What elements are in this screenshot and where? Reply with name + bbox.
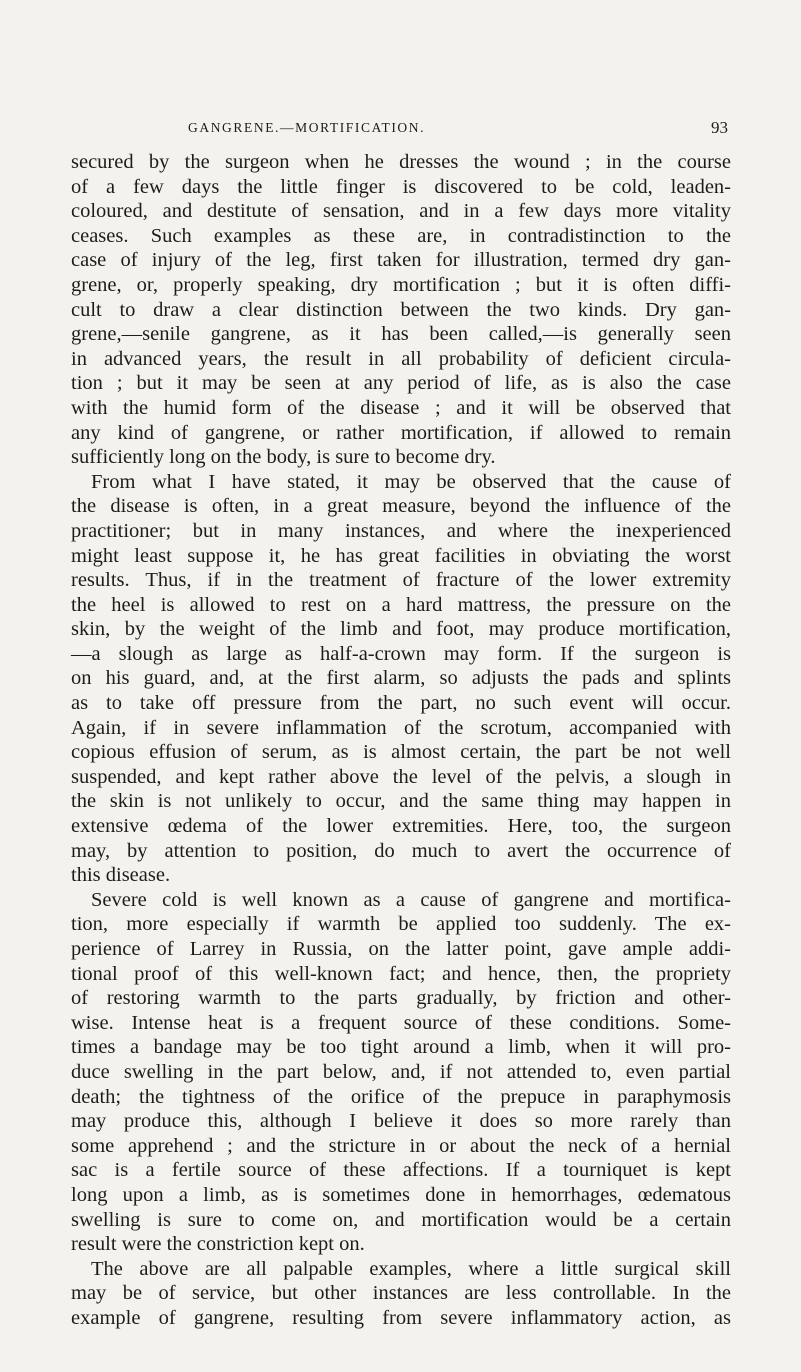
text-line: cult to draw a clear distinction between the two kinds. Dry gan- xyxy=(71,298,731,321)
text-line: the heel is allowed to rest on a hard mattress, the pressure on the xyxy=(71,593,731,616)
text-line: grene,—senile gangrene, as it has been called,—is generally seen xyxy=(71,323,731,346)
text-line: suspended, and kept rather above the level of the pelvis, a slough in xyxy=(71,765,731,788)
text-line: of a few days the little finger is discovered to be cold, leaden- xyxy=(71,175,731,198)
text-line: the disease is often, in a great measure, beyond the influence of the xyxy=(71,495,731,518)
text-line: grene, or, properly speaking, dry mortification ; but it is often diffi- xyxy=(71,273,731,296)
text-line: tion, more especially if warmth be applied too suddenly. The ex- xyxy=(71,913,731,936)
text-line: coloured, and destitute of sensation, and in a few days more vitality xyxy=(71,200,731,223)
text-line: practitioner; but in many instances, and where the inexperienced xyxy=(71,519,731,542)
text-line: results. Thus, if in the treatment of fracture of the lower extremity xyxy=(71,569,731,592)
text-line: perience of Larrey in Russia, on the latter point, gave ample addi- xyxy=(71,938,731,960)
text-line: duce swelling in the part below, and, if not attended to, even partial xyxy=(71,1060,731,1083)
text-line: tion ; but it may be seen at any period of life, as is also the case xyxy=(71,372,731,395)
text-line: long upon a limb, as is sometimes done in hemorrhages, œdematous xyxy=(71,1183,731,1206)
text-line: may, by attention to position, do much to avert the occurrence of xyxy=(71,839,731,862)
text-line: with the humid form of the disease ; and it will be observed that xyxy=(71,396,731,419)
text-line: death; the tightness of the orifice of the prepuce in paraphymosis xyxy=(71,1085,731,1108)
text-line: copious effusion of serum, as is almost certain, the part be not well xyxy=(71,741,731,764)
text-line: of restoring warmth to the parts gradually, by friction and other- xyxy=(71,987,731,1010)
text-line: the skin is not unlikely to occur, and the same thing may happen in xyxy=(71,790,731,813)
text-line: sac is a fertile source of these affections. If a tourniquet is kept xyxy=(71,1159,731,1182)
page-number: 93 xyxy=(711,118,728,137)
text-line: this disease. xyxy=(71,864,171,887)
text-line: may be of service, but other instances are less controllable. In the xyxy=(71,1282,731,1305)
text-line: sufficiently long on the body, is sure to become dry. xyxy=(71,446,496,469)
text-line: any kind of gangrene, or rather mortification, if allowed to remain xyxy=(71,421,731,444)
running-header xyxy=(188,120,728,144)
running-title: GANGRENE.—MORTIFICATION. xyxy=(188,120,426,135)
paragraph-start-line: Severe cold is well known as a cause of gangrene and mortifica- xyxy=(91,888,731,911)
text-line: example of gangrene, resulting from severe inflammatory action, as xyxy=(71,1306,731,1329)
text-line: may produce this, although I believe it does so more rarely than xyxy=(71,1110,731,1133)
text-line: extensive œdema of the lower extremities. Here, too, the surgeon xyxy=(71,815,731,838)
text-line: case of injury of the leg, first taken for illustration, termed dry gan- xyxy=(71,249,731,272)
paragraph-start-line: From what I have stated, it may be observed that the cause of xyxy=(91,470,731,493)
text-line: ceases. Such examples as these are, in contradistinction to the xyxy=(71,224,731,247)
text-line: Again, if in severe inflammation of the scrotum, accompanied with xyxy=(71,716,731,739)
body-text xyxy=(71,150,731,1331)
text-line: in advanced years, the result in all probability of deficient circula- xyxy=(71,347,731,370)
text-line: —a slough as large as half-a-crown may form. If the surgeon is xyxy=(71,642,731,665)
text-line: secured by the surgeon when he dresses the wound ; in the course xyxy=(71,151,731,173)
text-line: as to take off pressure from the part, no such event will occur. xyxy=(71,692,731,715)
text-line: times a bandage may be too tight around a limb, when it will pro- xyxy=(71,1036,731,1059)
text-line: swelling is sure to come on, and mortification would be a certain xyxy=(71,1208,731,1231)
text-line: result were the constriction kept on. xyxy=(71,1233,365,1256)
text-line: on his guard, and, at the first alarm, so adjusts the pads and splints xyxy=(71,667,731,690)
paragraph-start-line: The above are all palpable examples, where a little surgical skill xyxy=(91,1257,731,1280)
text-line: might least suppose it, he has great facilities in obviating the worst xyxy=(71,544,731,567)
text-line: tional proof of this well-known fact; and hence, then, the propriety xyxy=(71,962,731,985)
text-line: skin, by the weight of the limb and foot, may produce mortification, xyxy=(71,618,731,641)
text-line: wise. Intense heat is a frequent source of these conditions. Some- xyxy=(71,1011,731,1034)
text-line: some apprehend ; and the stricture in or about the neck of a hernial xyxy=(71,1134,731,1157)
